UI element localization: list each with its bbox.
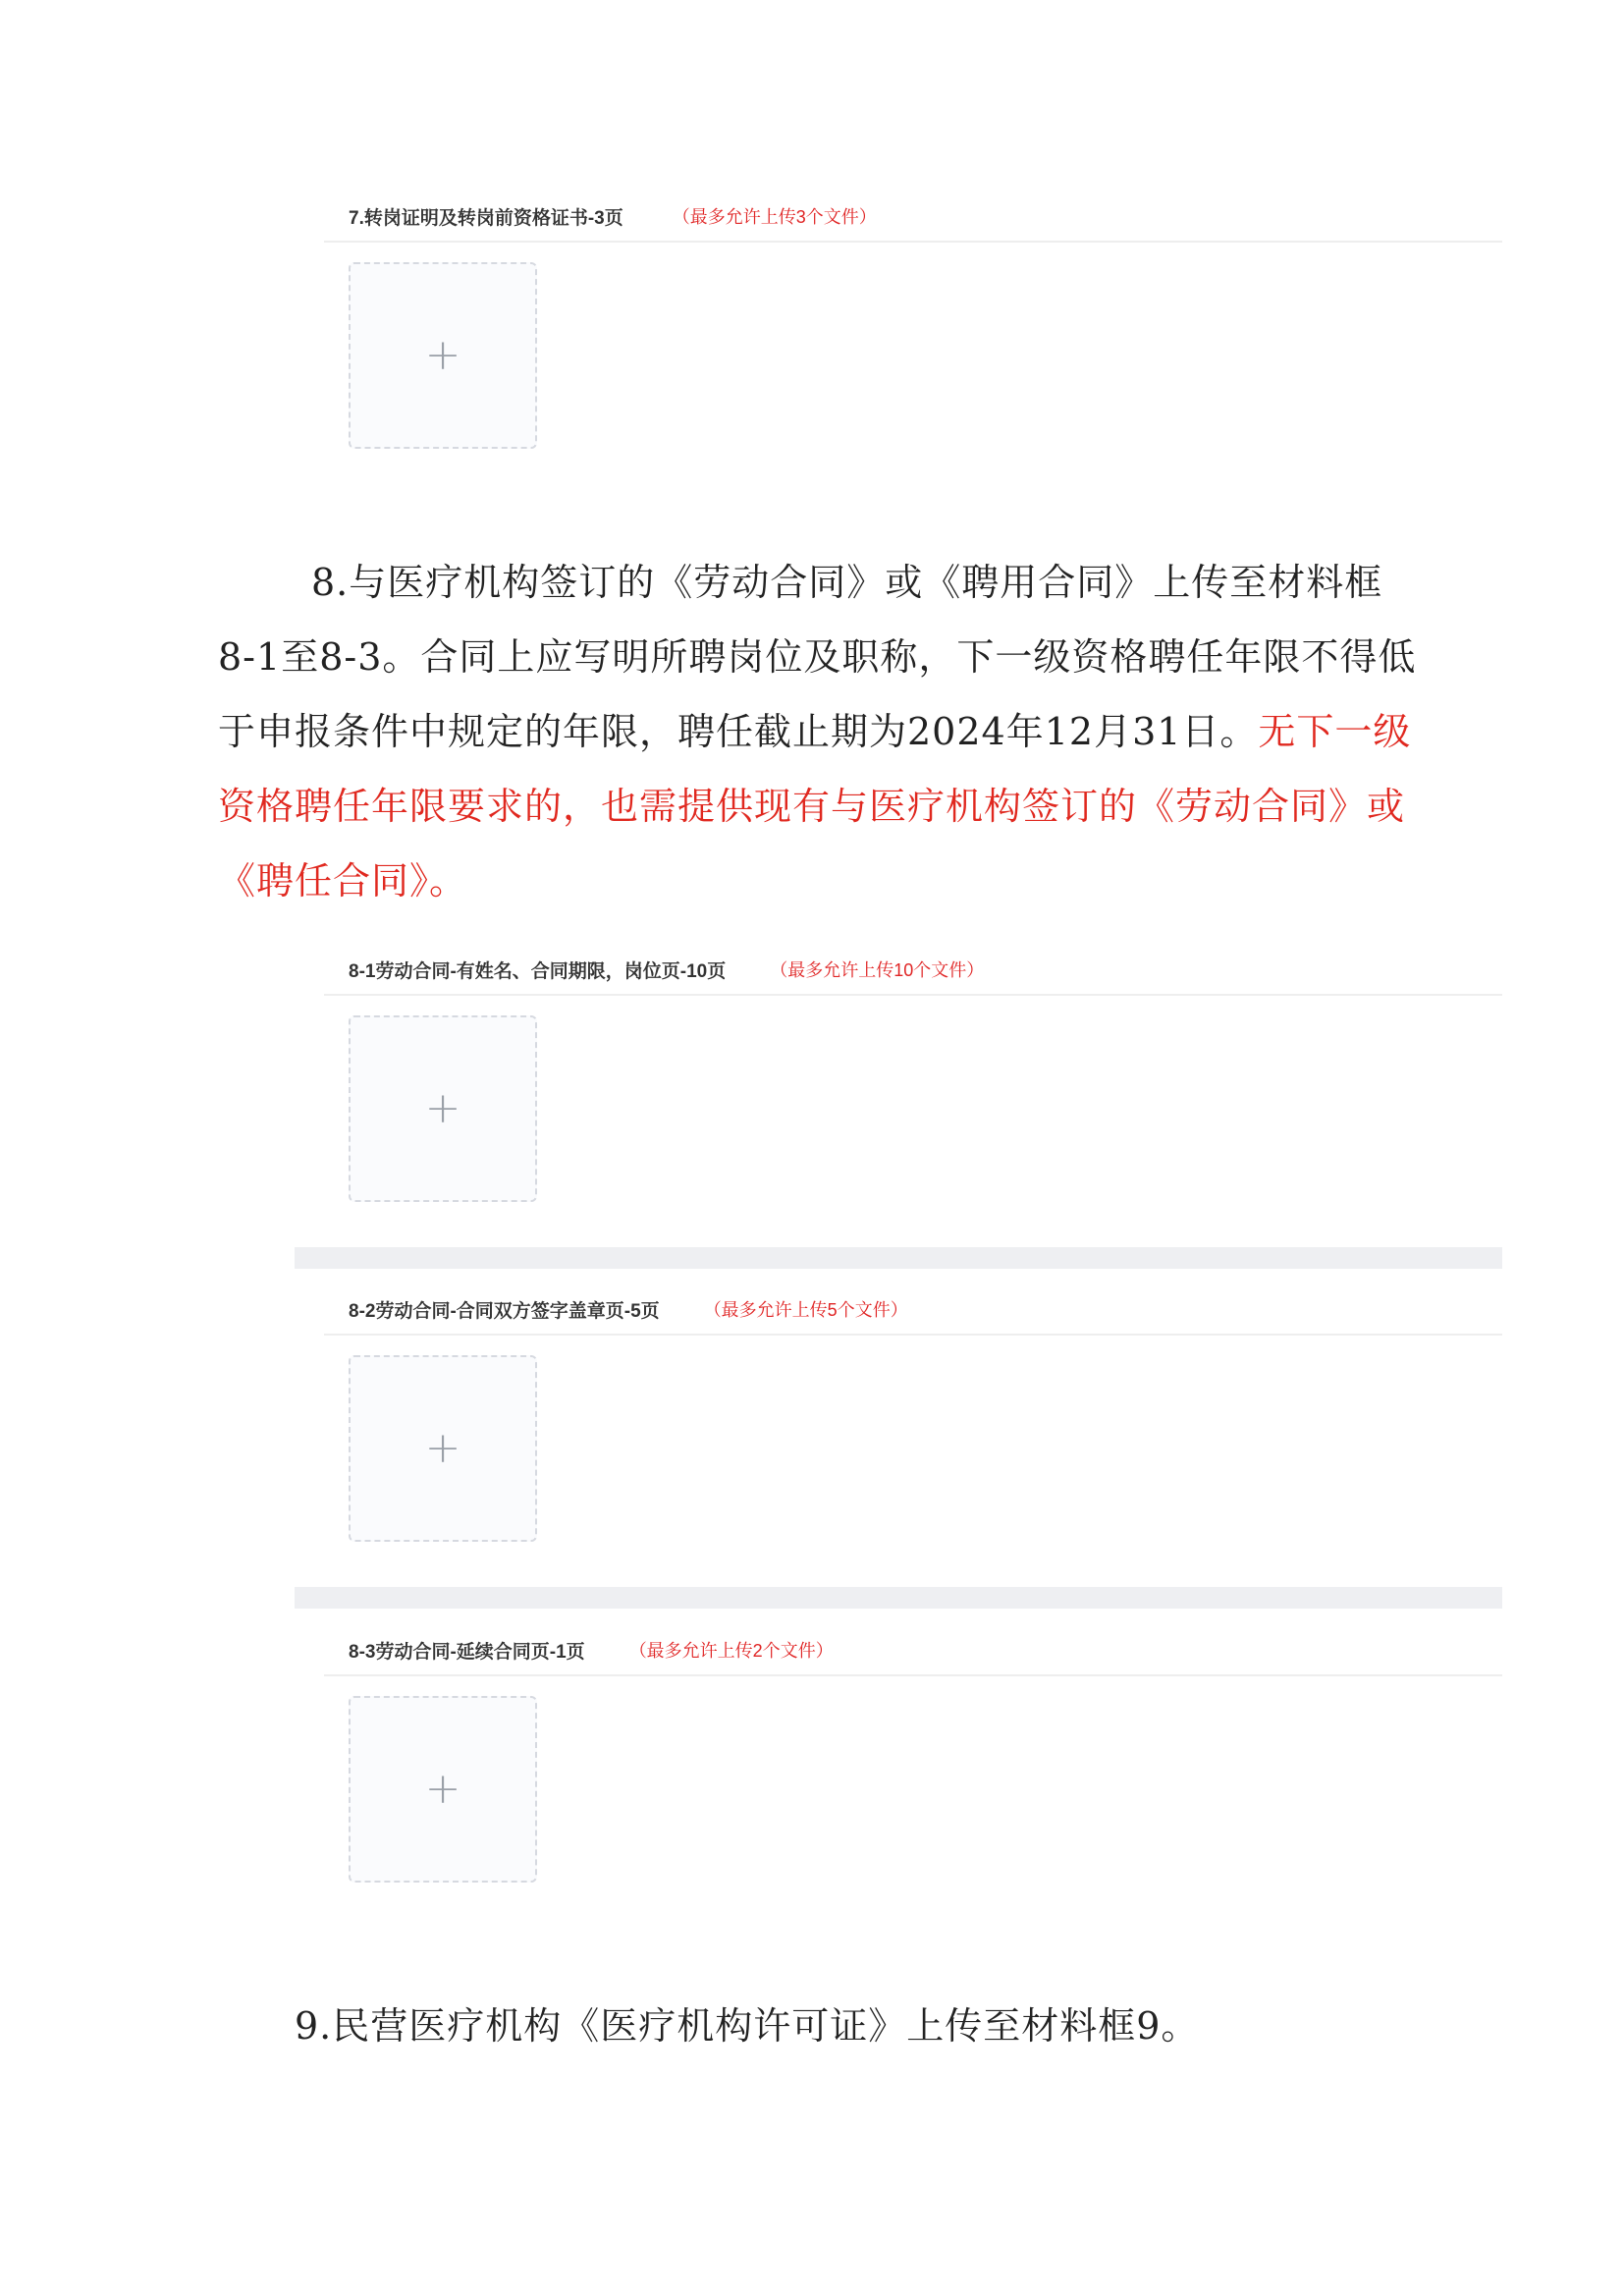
upload-section-header bbox=[324, 1284, 1502, 1336]
plus-icon: + bbox=[424, 330, 461, 380]
upload-section-7 bbox=[324, 191, 1502, 380]
paragraph-8-line-1: 8.与医疗机构签订的《劳动合同》或《聘用合同》上传至材料框 bbox=[311, 561, 1383, 604]
paragraph-9-line-1: 9.民营医疗机构《医疗机构许可证》上传至材料框9。 bbox=[295, 2004, 1200, 2048]
upload-limit-note: （最多允许上传5个文件） bbox=[703, 1300, 908, 1320]
paragraph-8-line-3-black: 于申报条件中规定的年限，聘任截止期为2024年12月31日。 bbox=[218, 710, 1259, 753]
upload-section-title: 8-3劳动合同-延续合同页-1页 bbox=[349, 1641, 585, 1663]
upload-section-header bbox=[324, 945, 1502, 996]
upload-limit-note: （最多允许上传2个文件） bbox=[628, 1641, 834, 1661]
section-divider bbox=[295, 1587, 1502, 1609]
plus-icon: + bbox=[424, 1423, 461, 1473]
plus-icon: + bbox=[424, 1764, 461, 1814]
upload-button[interactable] bbox=[349, 1355, 537, 1542]
upload-section-8-3 bbox=[324, 1625, 1502, 1814]
upload-section-8-2 bbox=[324, 1284, 1502, 1473]
paragraph-8-line-5: 《聘任合同》。 bbox=[218, 859, 468, 902]
paragraph-8-line-3 bbox=[218, 694, 1426, 769]
upload-button[interactable] bbox=[349, 1015, 537, 1202]
upload-button[interactable] bbox=[349, 262, 537, 449]
upload-section-header bbox=[324, 191, 1502, 243]
upload-section-title: 8-2劳动合同-合同双方签字盖章页-5页 bbox=[349, 1300, 660, 1322]
paragraph-8-line-2: 8-1至8-3。合同上应写明所聘岗位及职称，下一级资格聘任年限不得低 bbox=[218, 635, 1417, 679]
upload-button[interactable] bbox=[349, 1696, 537, 1883]
plus-icon: + bbox=[424, 1083, 461, 1133]
paragraph-8-line-3-red: 无下一级 bbox=[1258, 710, 1412, 753]
paragraph-8 bbox=[218, 545, 1426, 918]
paragraph-8-line-4: 资格聘任年限要求的，也需提供现有与医疗机构签订的《劳动合同》或 bbox=[218, 785, 1406, 828]
upload-section-8-1 bbox=[324, 945, 1502, 1133]
upload-limit-note: （最多允许上传10个文件） bbox=[770, 960, 985, 980]
paragraph-9 bbox=[218, 1989, 1426, 2063]
upload-section-title: 7.转岗证明及转岗前资格证书-3页 bbox=[349, 207, 623, 229]
upload-section-title: 8-1劳动合同-有姓名、合同期限，岗位页-10页 bbox=[349, 960, 727, 982]
section-divider bbox=[295, 1247, 1502, 1269]
upload-limit-note: （最多允许上传3个文件） bbox=[672, 207, 877, 227]
upload-section-header bbox=[324, 1625, 1502, 1676]
